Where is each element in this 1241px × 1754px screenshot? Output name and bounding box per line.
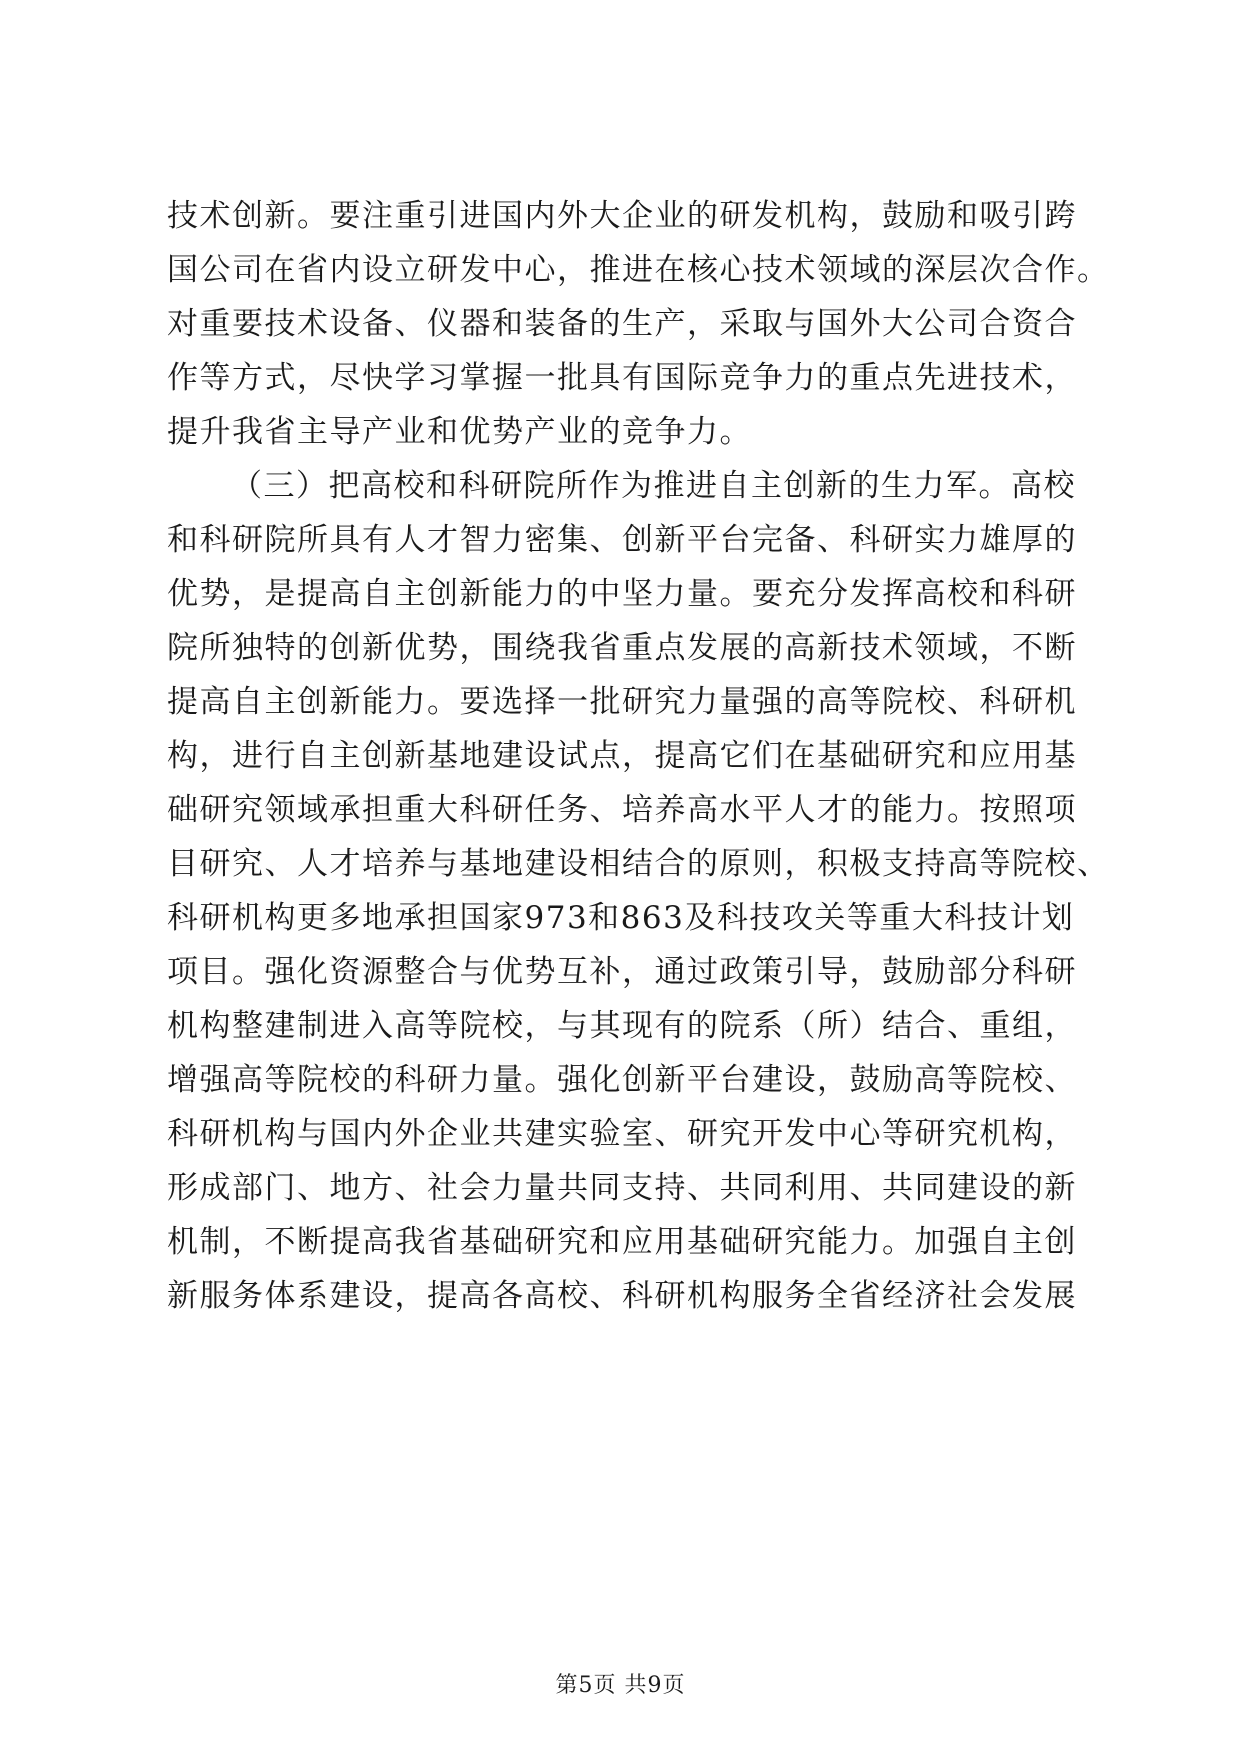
text-line: 科研机构更多地承担国家973和863及科技攻关等重大科技计划 [167,900,1075,936]
text-line: 形成部门、地方、社会力量共同支持、共同利用、共同建设的新 [167,1170,1077,1206]
text-line: 础研究领域承担重大科研任务、培养高水平人才的能力。按照项 [167,792,1077,828]
text-line: 作等方式，尽快学习掌握一批具有国际竞争力的重点先进技术， [167,360,1077,396]
text-line: 目研究、人才培养与基地建设相结合的原则，积极支持高等院校、 [167,846,1110,882]
text-line: 技术创新。要注重引进国内外大企业的研发机构，鼓励和吸引跨 [167,198,1077,234]
text-line: 提升我省主导产业和优势产业的竞争力。 [167,414,752,450]
text-line: 和科研院所具有人才智力密集、创新平台完备、科研实力雄厚的 [167,522,1077,558]
text-line: 增强高等院校的科研力量。强化创新平台建设，鼓励高等院校、 [167,1062,1077,1098]
text-line: 院所独特的创新优势，围绕我省重点发展的高新技术领域，不断 [167,630,1077,666]
text-line: 优势，是提高自主创新能力的中坚力量。要充分发挥高校和科研 [167,576,1077,612]
text-line: 科研机构与国内外企业共建实验室、研究开发中心等研究机构， [167,1116,1077,1152]
page-number-footer: 第5页 共9页 [555,1673,686,1698]
text-line: 项目。强化资源整合与优势互补，通过政策引导，鼓励部分科研 [167,954,1077,990]
text-line: 提高自主创新能力。要选择一批研究力量强的高等院校、科研机 [167,684,1077,720]
text-line: 国公司在省内设立研发中心，推进在核心技术领域的深层次合作。 [167,252,1110,288]
section-heading-line: （三）把高校和科研院所作为推进自主创新的生力军。高校 [231,468,1076,504]
text-line: 机制，不断提高我省基础研究和应用基础研究能力。加强自主创 [167,1224,1077,1260]
text-line: 新服务体系建设，提高各高校、科研机构服务全省经济社会发展 [167,1278,1077,1314]
text-line: 对重要技术设备、仪器和装备的生产，采取与国外大公司合资合 [167,306,1077,342]
text-line: 机构整建制进入高等院校，与其现有的院系（所）结合、重组， [167,1008,1077,1044]
text-line: 构，进行自主创新基地建设试点，提高它们在基础研究和应用基 [167,738,1077,774]
